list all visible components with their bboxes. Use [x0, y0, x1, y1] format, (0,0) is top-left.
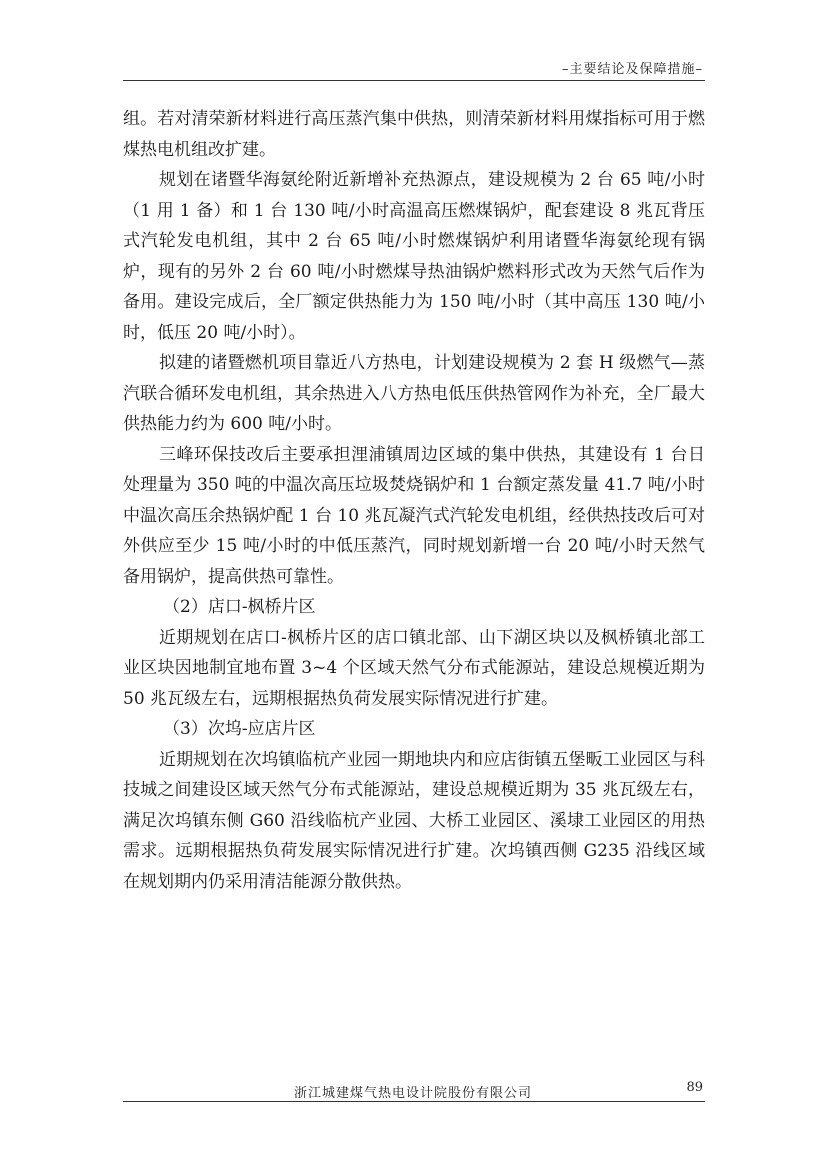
page-body: [123, 104, 705, 897]
paragraph-zhuji-gas-turbine: 拟建的诸暨燃机项目靠近八方热电，计划建设规模为 2 套 H 级燃气—蒸汽联合循环发电机组，其余热进入八方热电低压供热管网作为补充，全厂最大供热能力约为 600 吨/小时。: [123, 353, 705, 434]
paragraph-ciwu-yingdian: 近期规划在次坞镇临杭产业园一期地块内和应店街镇五堡畈工业园区与科技城之间建设区域天然气分布式能源站，建设总规模近期为 35 兆瓦级左右，满足次坞镇东侧 G60 沿线临杭产业园、大桥工业园区、溪埭工业园区的用热需求。远期根据热负荷发展实际情况进行扩建。次坞镇西侧 G235 沿线区域在规划期内仍采用清洁能源分散供热。: [123, 749, 705, 892]
page-number: 89: [686, 1080, 703, 1095]
running-header-title: –主要结论及保障措施–: [561, 62, 703, 77]
paragraph-sanfeng-environmental: 三峰环保技改后主要承担浬浦镇周边区域的集中供热，其建设有 1 台日处理量为 350 吨的中温次高压垃圾焚烧锅炉和 1 台额定蒸发量 41.7 吨/小时中温次高压余热锅炉配 1 台 10 兆瓦凝汽式汽轮发电机组，经供热技改后可对外供应至少 15 吨/小时的中低压蒸汽，同时规划新增一台 20 吨/小时天然气备用锅炉，提高供热可靠性。: [123, 444, 705, 587]
paragraph-diankou-fengqiao: 近期规划在店口-枫桥片区的店口镇北部、山下湖区块以及枫桥镇北部工业区块因地制宜地布置 3~4 个区域天然气分布式能源站，建设总规模近期为 50 兆瓦级左右，远期根据热负荷发展实际情况进行扩建。: [123, 627, 705, 709]
header-rule: [123, 80, 705, 81]
paragraph-huahai-heat-source: 规划在诸暨华海氨纶附近新增补充热源点，建设规模为 2 台 65 吨/小时（1 用 1 备）和 1 台 130 吨/小时高温高压燃煤锅炉，配套建设 8 兆瓦背压式汽轮发电机组，其中 2 台 65 吨/小时燃煤锅炉利用诸暨华海氨纶现有锅炉，现有的另外 2 台 60 吨/小时燃煤导热油锅炉燃料形式改为天然气后作为备用。建设完成后，全厂额定供热能力为 150 吨/小时（其中高压 130 吨/小时，低压 20 吨/小时）。: [123, 170, 705, 343]
section-heading-ciwu-yingdian: （3）次坞-应店片区: [163, 719, 316, 739]
footer-rule: [123, 1101, 705, 1102]
footer-company-name: 浙江城建煤气热电设计院股份有限公司: [293, 1086, 532, 1101]
paragraph-continuation: 组。若对清荣新材料进行高压蒸汽集中供热，则清荣新材料用煤指标可用于燃煤热电机组改扩建。: [123, 109, 705, 160]
section-heading-diankou-fengqiao: （2）店口-枫桥片区: [163, 597, 316, 617]
